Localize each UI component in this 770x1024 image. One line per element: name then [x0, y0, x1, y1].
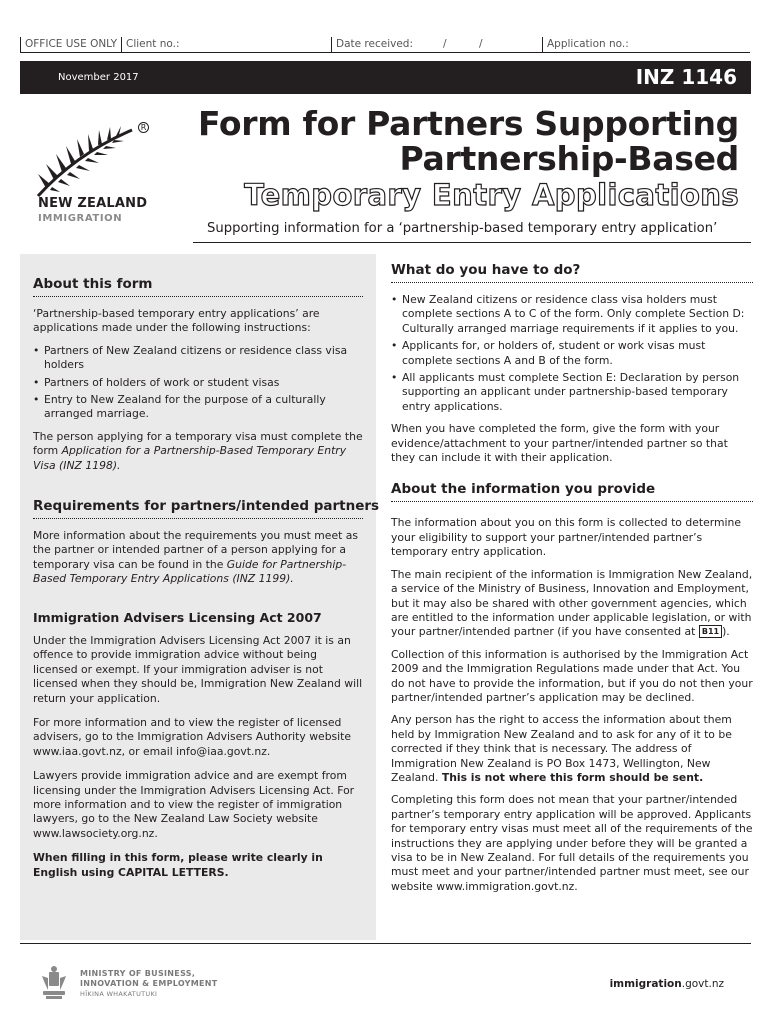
registered-trademark-icon: R [138, 122, 149, 133]
application-no-field[interactable]: Application no.: [542, 37, 629, 52]
silver-fern-icon [36, 124, 136, 200]
client-no-field[interactable]: Client no.: [121, 37, 180, 52]
nz-immigration-logo [36, 118, 166, 228]
mbie-line-3: HĪKINA WHAKATUTUKI [80, 990, 158, 998]
title-line-1: Form for Partners Supporting [198, 104, 739, 143]
licensing-act-text-3: Lawyers provide immigration advice and are exempt from licensing under the Immigration Advisers Licensing Act. For more information and to view the register of immigration lawyers, go to the New Zealand Law Society website www.lawsociety.org.nz. [33, 769, 355, 840]
logo-new-zealand: NEW ZEALAND [38, 196, 148, 211]
list-item: • All applicants must complete Section E: Declaration by person supporting an applicant under partnership-based temporary entry applications. [391, 371, 753, 414]
information-text-4: Any person has the right to access the information about them held by Immigration New Zealand and to ask for any of it to be corrected if they think that is necessary. The address of Immigration New Zealand is PO Box 1473, Wellington, New Zealand. This is not where this form should be sent. [391, 713, 732, 784]
header-bar [20, 61, 751, 94]
list-item: • Partners of New Zealand citizens or residence class visa holders [33, 344, 363, 373]
list-item: • New Zealand citizens or residence class visa holders must complete sections A to C of the form. Only complete Section D: Culturally arranged marriage requirements if it applies to you. [391, 293, 753, 336]
licensing-act-text-2: For more information and to view the register of licensed advisers, go to the Immigration Advisers Authority website www.iaa.govt.nz, or email info@iaa.govt.nz. [33, 716, 352, 758]
date-slash-1: / [443, 38, 447, 50]
left-column [20, 254, 380, 940]
information-heading: About the information you provide [391, 481, 753, 502]
footer-divider [20, 943, 751, 944]
list-item: • Entry to New Zealand for the purpose of a culturally arranged marriage. [33, 393, 363, 422]
list-item: • Applicants for, or holders of, student or work visas must complete sections A and B of the form. [391, 339, 753, 368]
title-line-3: Temporary Entry Applications [244, 178, 739, 212]
mbie-logo [40, 966, 240, 1002]
title-line-2: Partnership-Based [399, 139, 739, 178]
information-text-5: Completing this form does not mean that your partner/intended partner’s temporary entry application will be approved. Applicants for temporary entry visas must meet all of the requirements of the instructions they are applying under before they will be granted a visa to be in New Zealand. For full details of the requirements you must meet and your partner/intended partner must meet, see our website www.immigration.govt.nz. [391, 793, 753, 893]
coat-of-arms-icon [40, 966, 68, 1000]
mbie-line-1: MINISTRY OF BUSINESS, [80, 969, 196, 978]
date-received-field[interactable] [331, 37, 536, 52]
information-text-1: The information about you on this form is collected to determine your eligibility to support your partner/intended partner’s temporary entry application. [391, 516, 741, 559]
about-form-heading: About this form [33, 276, 363, 297]
website-link[interactable]: immigration.govt.nz [609, 978, 724, 990]
about-form-list [33, 344, 363, 422]
capital-letters-note: When filling in this form, please write clearly in English using CAPITAL LETTERS. [33, 851, 323, 879]
information-text-3: Collection of this information is authorised by the Immigration Act 2009 and the Immigration Regulations made under that Act. You do not have to provide the information, but if you do not then your partner/intended partner’s application may be declined. [391, 647, 753, 704]
what-to-do-note: When you have completed the form, give the form with your evidence/attachment to your partner/intended partner so that they can include it with their application. [391, 422, 728, 465]
page-subtitle: Supporting information for a ‘partnership-based temporary entry application’ [207, 221, 718, 236]
about-form-note: The person applying for a temporary visa must complete the form Application for a Partnership-Based Temporary Entry Visa (INZ 1198). [33, 429, 363, 472]
office-use-strip [20, 37, 750, 53]
requirements-heading: Requirements for partners/intended partners [33, 498, 363, 519]
title-divider [193, 242, 751, 243]
section-b11-box: B11 [699, 625, 722, 638]
form-date: November 2017 [58, 72, 139, 83]
what-to-do-heading: What do you have to do? [391, 262, 753, 283]
logo-immigration: IMMIGRATION [38, 213, 123, 224]
page-title [179, 106, 739, 214]
date-slash-2: / [479, 38, 483, 50]
date-received-label: Date received: [336, 38, 414, 50]
mbie-line-2: INNOVATION & EMPLOYMENT [80, 979, 218, 988]
list-item: • Partners of holders of work or student visas [33, 376, 363, 390]
about-form-intro: ‘Partnership-based temporary entry applications’ are applications made under the following instructions: [33, 307, 320, 335]
requirements-text: More information about the requirements you must meet as the partner or intended partner of a person applying for a temporary visa can be found in the Guide for Partnership-Based Temporary Entry Applications (INZ 1199). [33, 529, 358, 586]
office-use-only-label: OFFICE USE ONLY [20, 37, 117, 52]
licensing-act-text-1: Under the Immigration Advisers Licensing Act 2007 it is an offence to provide immigration advice without being licensed or exempt. If your immigration adviser is not licensed when they should be, Immigration New Zealand will return your application. [33, 634, 363, 705]
what-to-do-list [391, 293, 753, 414]
information-text-2: The main recipient of the information is Immigration New Zealand, a service of the Ministry of Business, Innovation and Employment, but it may also be shared with other government agencies, which are entitled to the information under applicable legislation, or with your partner/intended partner (if you have consented at B11 ). [391, 567, 753, 639]
licensing-act-heading: Immigration Advisers Licensing Act 2007 [33, 610, 322, 625]
form-code: INZ 1146 [635, 65, 737, 89]
right-column [391, 262, 753, 902]
